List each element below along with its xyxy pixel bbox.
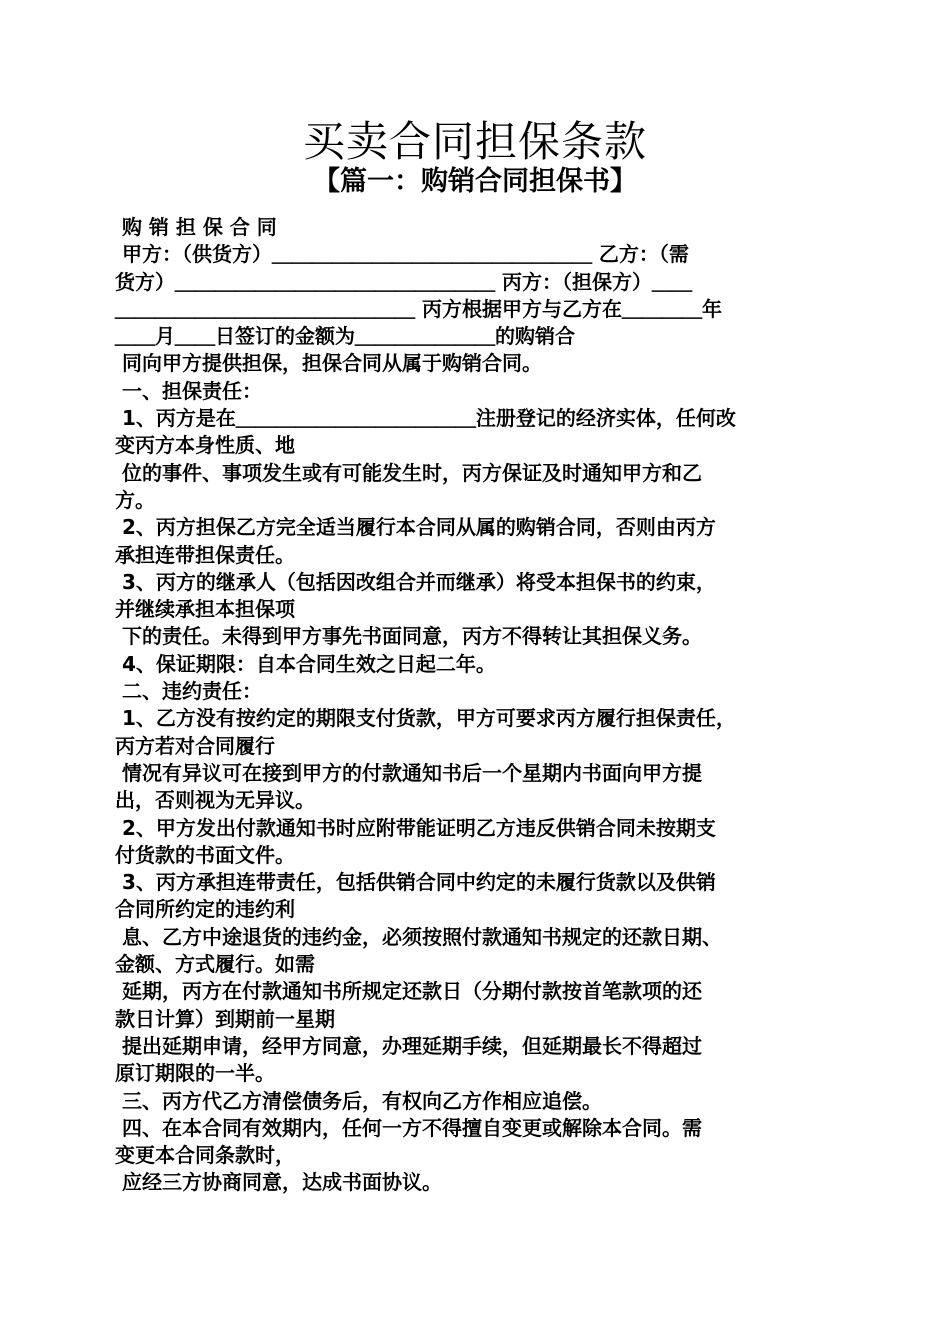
contract-text-line: 下的责任。未得到甲方事先书面同意，丙方不得转让其担保义务。 (115, 624, 702, 649)
document-title: 买卖合同担保条款 (302, 117, 647, 166)
contract-text-line: 2、甲方发出付款通知书时应附带能证明乙方违反供销合同未按期支 (115, 815, 716, 840)
contract-text-line: 购 销 担 保 合 同 (115, 215, 277, 239)
contract-text-line: 出，否则视为无异议。 (115, 788, 315, 813)
contract-text-line: 2、丙方担保乙方完全适当履行本合同从属的购销合同，否则由丙方 (115, 515, 716, 540)
contract-text-line: 三、丙方代乙方清偿债务后，有权向乙方作相应追偿。 (115, 1088, 602, 1113)
contract-text-line: 延期，丙方在付款通知书所规定还款日（分期付款按首笔款项的还 (115, 979, 702, 1004)
contract-text-line: 1、乙方没有按约定的期限支付货款，甲方可要求丙方履行担保责任， (115, 706, 736, 731)
contract-text-line: 甲方：（供货方）＿＿＿＿＿＿＿＿＿＿＿＿＿＿＿＿ 乙方：（需 (115, 242, 689, 267)
contract-text-line: 付货款的书面文件。 (115, 842, 295, 867)
contract-text-line: 合同所约定的违约利 (115, 897, 295, 922)
contract-text-line: 金额、方式履行。如需 (115, 952, 315, 977)
contract-text-line: 息、乙方中途退货的违约金，必须按照付款通知书规定的还款日期、 (115, 924, 722, 949)
document-subtitle: 【篇一：购销合同担保书】 (313, 166, 637, 197)
contract-text-line: 款日计算）到期前一星期 (115, 1006, 335, 1031)
contract-text-line: 四、在本合同有效期内，任何一方不得擅自变更或解除本合同。需 (115, 1115, 702, 1140)
contract-text-line: 1、丙方是在＿＿＿＿＿＿＿＿＿＿＿＿注册登记的经济实体，任何改 (115, 406, 736, 431)
contract-text-line: 原订期限的一半。 (115, 1061, 275, 1086)
contract-text-line: 4、保证期限：自本合同生效之日起二年。 (115, 651, 496, 676)
contract-text-line: 提出延期申请，经甲方同意，办理延期手续，但延期最长不得超过 (115, 1033, 702, 1058)
contract-text-line: 应经三方协商同意，达成书面协议。 (115, 1170, 442, 1195)
contract-text-line: 方。 (115, 487, 155, 512)
contract-text-line: 同向甲方提供担保，担保合同从属于购销合同。 (115, 351, 542, 376)
contract-text-line: 一、担保责任： (115, 378, 262, 403)
contract-text-line: 承担连带担保责任。 (115, 542, 295, 567)
contract-text-line: 3、丙方承担连带责任，包括供销合同中约定的未履行货款以及供销 (115, 870, 716, 895)
contract-text-line: 二、违约责任： (115, 679, 262, 704)
contract-text-line: ＿＿＿＿＿＿＿＿＿＿＿＿＿＿＿ 丙方根据甲方与乙方在＿＿＿＿年 (115, 296, 722, 321)
contract-text-line: 3、丙方的继承人（包括因改组合并而继承）将受本担保书的约束， (115, 569, 716, 594)
contract-text-line: 情况有异议可在接到甲方的付款通知书后一个星期内书面向甲方提 (115, 760, 702, 785)
contract-body (115, 214, 840, 1197)
contract-text-line: 货方）＿＿＿＿＿＿＿＿＿＿＿＿＿＿＿＿ 丙方：（担保方）＿＿ (115, 269, 692, 294)
contract-text-line: 位的事件、事项发生或有可能发生时，丙方保证及时通知甲方和乙 (115, 460, 702, 485)
contract-text-line: ＿＿月＿＿日签订的金额为＿＿＿＿＿＿＿的购销合 (115, 324, 575, 349)
contract-text-line: 丙方若对合同履行 (115, 733, 275, 758)
contract-text-line: 变更本合同条款时， (115, 1143, 295, 1168)
contract-text-line: 变丙方本身性质、地 (115, 433, 295, 458)
contract-text-line: 并继续承担本担保项 (115, 597, 295, 622)
